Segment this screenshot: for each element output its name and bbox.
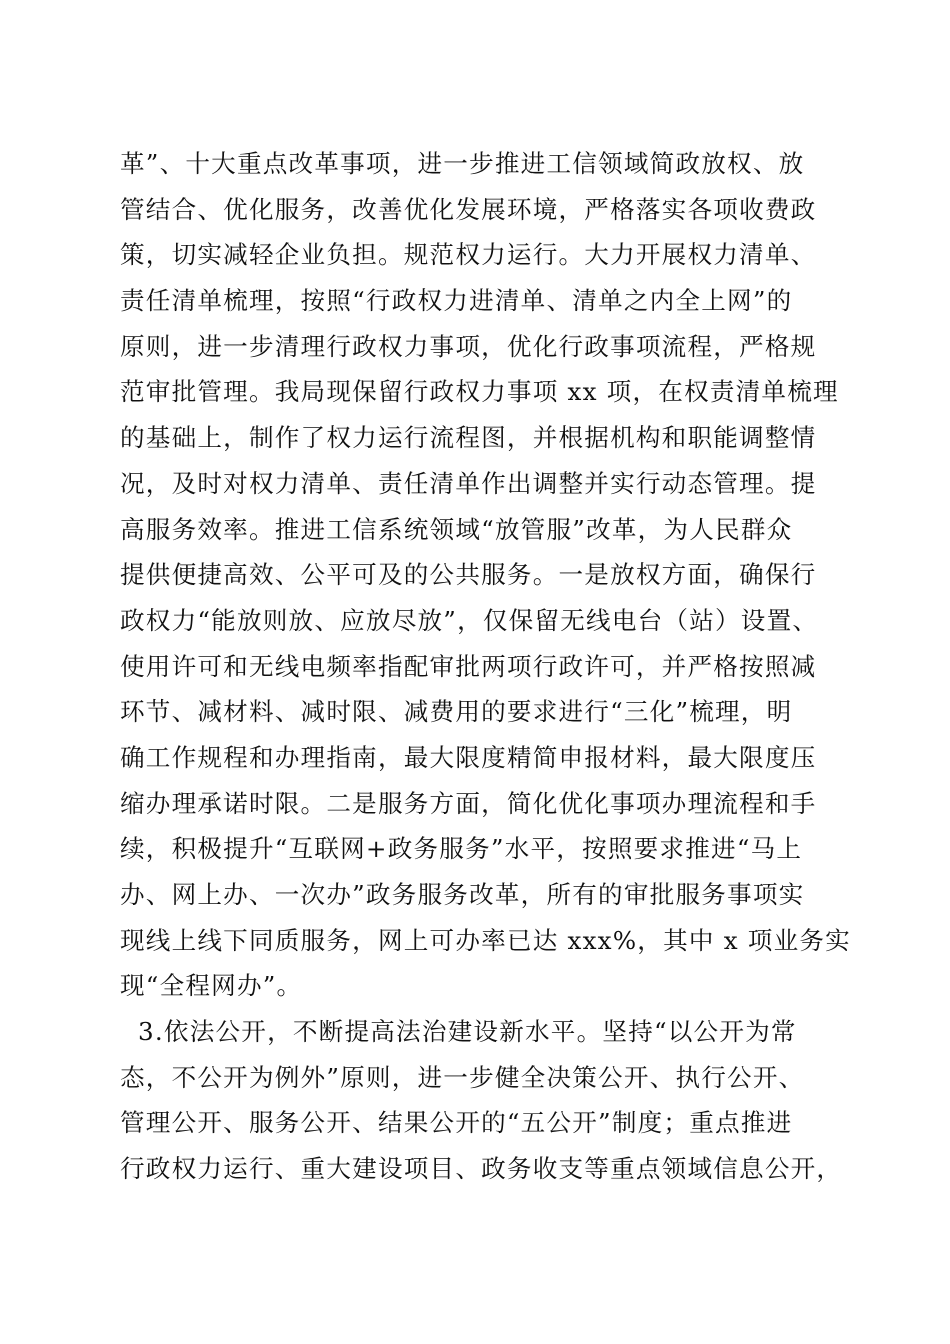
text-line: 责任清单梳理，按照“行政权力进清单、清单之内全上网”的: [120, 286, 793, 316]
text-line: 提供便捷高效、公平可及的公共服务。一是放权方面，确保行: [120, 560, 817, 590]
text-line: 高服务效率。推进工信系统领域“放管服”改革，为人民群众: [120, 514, 793, 544]
text-line: 管理公开、服务公开、结果公开的“五公开”制度；重点推进: [120, 1108, 793, 1138]
text-line: 续，积极提升“互联网+政务服务”水平，按照要求推进“马上: [120, 834, 803, 864]
text-line: 原则，进一步清理行政权力事项，优化行政事项流程，严格规: [120, 331, 817, 361]
text-line: 革”、十大重点改革事项，进一步推进工信领域简政放权、放: [120, 149, 805, 178]
text-line: 3.依法公开，不断提高法治建设新水平。坚持“以公开为常: [120, 1017, 797, 1047]
text-line: 现“全程网办”。: [120, 971, 303, 1001]
text-line: 确工作规程和办理指南，最大限度精简申报材料，最大限度压: [120, 742, 817, 772]
body-text: [120, 141, 860, 1192]
text-line: 范审批管理。我局现保留行政权力事项 xx 项，在权责清单梳理: [120, 377, 839, 407]
text-line: 缩办理承诺时限。二是服务方面，简化优化事项办理流程和手: [120, 788, 817, 818]
text-line: 使用许可和无线电频率指配审批两项行政许可，并严格按照减: [120, 651, 817, 681]
text-line: 办、网上办、一次办”政务服务改革，所有的审批服务事项实: [120, 880, 805, 909]
text-line: 现线上线下同质服务，网上可办率已达 xxx%，其中 x 项业务实: [120, 925, 851, 955]
text-line: 的基础上，制作了权力运行流程图，并根据机构和职能调整情: [120, 423, 817, 453]
text-line: 行政权力运行、重大建设项目、政务收支等重点领域信息公开，: [120, 1154, 843, 1184]
text-line: 政权力“能放则放、应放尽放”，仅保留无线电台（站）设置、: [120, 605, 819, 635]
text-line: 环节、减材料、减时限、减费用的要求进行“三化”梳理，明: [120, 697, 793, 727]
text-line: 态，不公开为例外”原则，进一步健全决策公开、执行公开、: [120, 1062, 805, 1092]
text-line: 策，切实减轻企业负担。规范权力运行。大力开展权力清单、: [120, 240, 817, 270]
text-line: 况，及时对权力清单、责任清单作出调整并实行动态管理。提: [120, 468, 817, 498]
text-line: 管结合、优化服务，改善优化发展环境，严格落实各项收费政: [120, 194, 817, 224]
